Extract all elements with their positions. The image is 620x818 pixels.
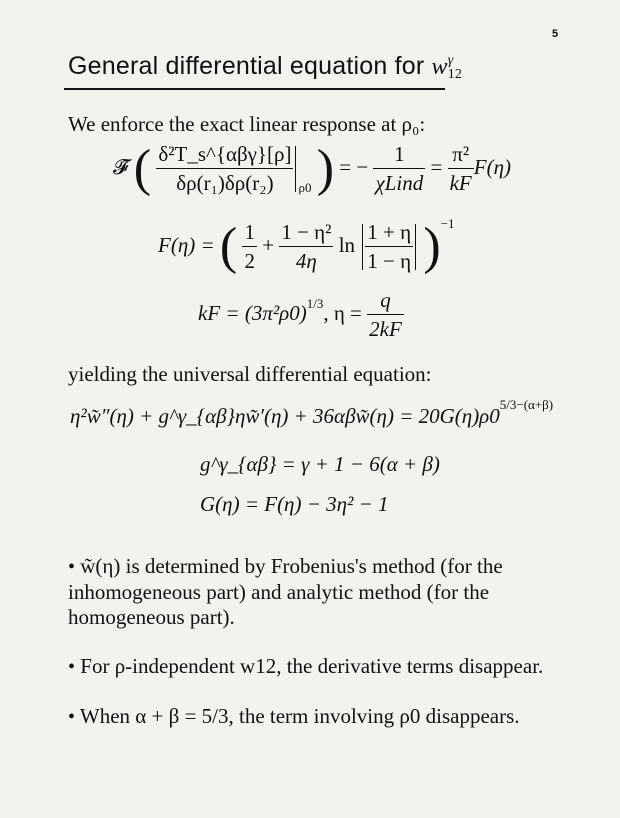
equation-linear-response: 𝓕̂ ( $\frac{\text{δ²T\_s\textasciicircum{}\{αβγ\}[ρ]}}{\text{δρ(r₁)δρ(r₂)}}$ $_{\rho 0}$ ) = − $\frac{1}{\text{χLind}}$ = $\frac{\text{π²}}{kF}$ F(η) [113,140,511,197]
intro-text: We enforce the exact linear response at ρ₀: [68,112,426,136]
second-derivative-fraction: $\frac{\text{δ²T\_s\textasciicircum{}\{αβγ\}[ρ]}}{\text{δρ(r₁)δρ(r₂)}}$ [158,142,292,195]
equation-g-coefficient: g^γ_{αβ} = γ + 1 − 6(α + β) [200,452,440,476]
equation-g-eta: G(η) = F(η) − 3η² − 1 [200,492,389,516]
equation-universal-ode: η²w̃″(η) + g^γ_{αβ}ηw̃′(η) + 36αβw̃(η) = $20G(\eta)\rho 0^{5/3-(\alpha+\beta)}$ [70,397,554,428]
kf-fraction: $\frac{\text{π²}}{kF}$ [449,142,472,195]
equation-kf-eta: kF = $(3\pi^2\rho 0)^{1/3}$, η = $\frac{q}{2kF}$ [198,288,402,341]
chi-fraction: $\frac{1}{\text{χLind}}$ [375,142,424,195]
page-title [68,52,462,82]
page-number: 5 [552,28,559,40]
bullet-frobenius: • w̃(η) is determined by Frobenius's method (for the inhomogeneous part) and analytic method (for the homogeneous part). [68,554,503,629]
bullet-rho-independent: • For ρ-independent w12, the derivative terms disappear. [68,654,544,678]
functional-symbol: 𝓕̂ [113,154,129,179]
bullet-alpha-beta: • When α + β = 5/3, the term involving ρ0 disappears. [68,704,520,728]
title-underline [64,88,445,90]
title-symbol: w γ 12 [431,53,463,83]
title-text: General differential equation for [68,52,432,80]
yield-text: yielding the universal differential equation: [68,362,432,386]
equation-f-eta: F(η) = ( $\frac{1}{2}$ + $\frac{\text{1 − η²}}{4\eta}$ ln $\frac{1 + \eta}{1 - \eta}$ )$^{-1}$ [158,215,455,275]
